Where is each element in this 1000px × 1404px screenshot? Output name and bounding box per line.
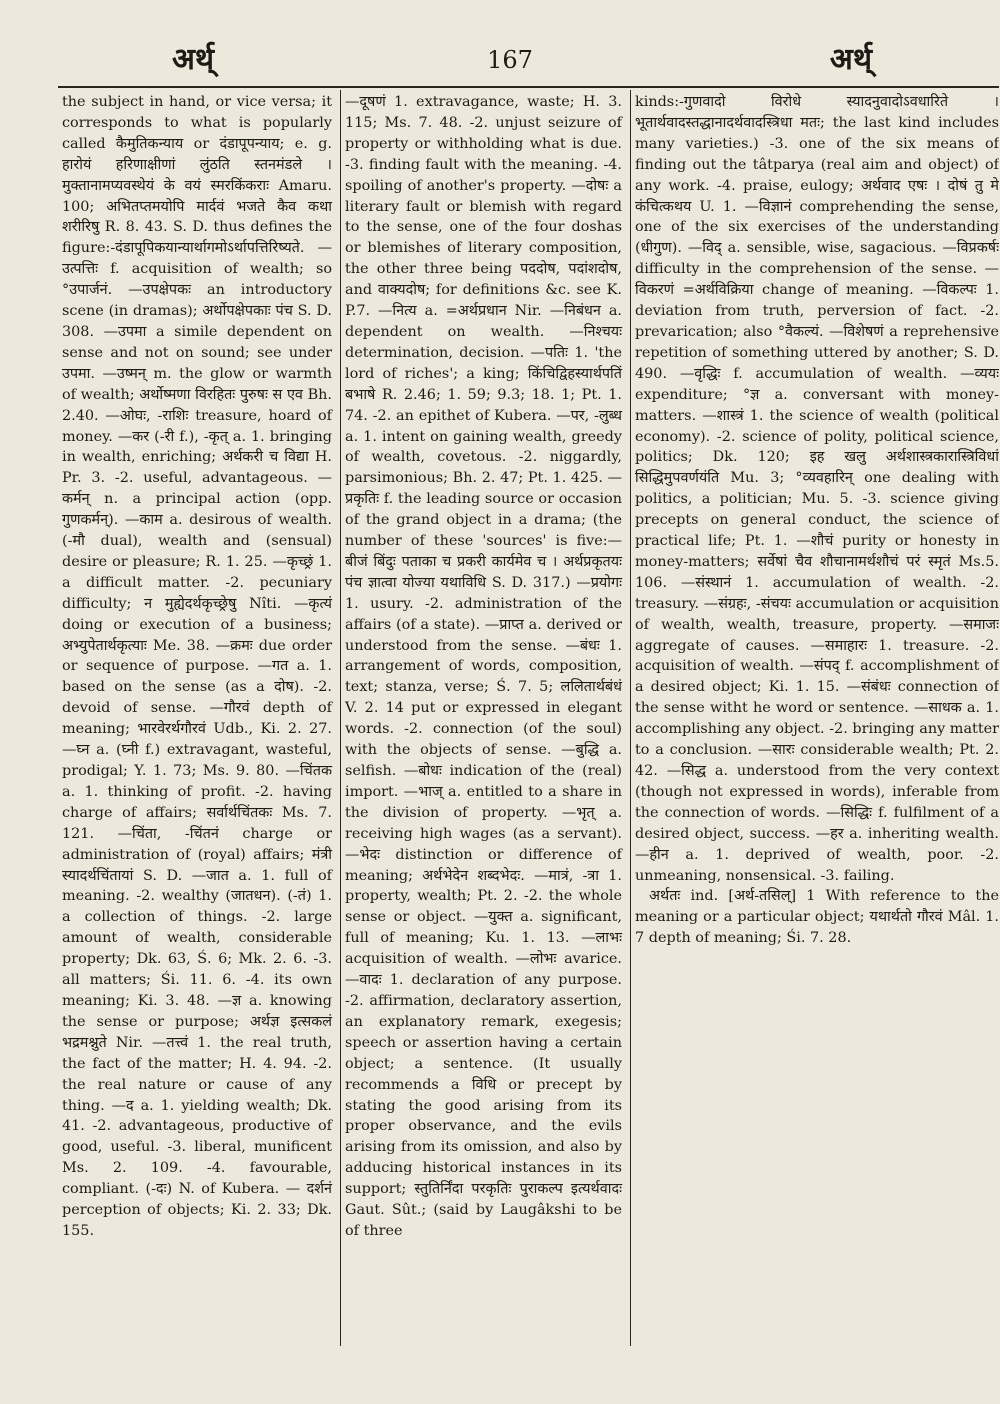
page-header xyxy=(60,40,960,92)
column-middle-text: —दूषणं 1. extravagance, waste; H. 3. 115; Ms. 7. 48. -2. unjust seizure of property or withholding what is due. -3. finding fault with the meaning. -4. spoiling of another's property. —दोषः a literary fault or blemish with regard to the sense, one of the four doshas or blemishes of literary composition, the other three being पददोष, पदांशदोष, and वाक्यदोष; for definitions &c. see K. P.7. —नित्य a. =अर्थप्रधान Nir. —निबंधन a. dependent on wealth. —निश्चयः determination, decision. —पतिः 1. 'the lord of riches'; a king; किंचिद्विहस्यार्थपतिं बभाषे R. 2.46; 1. 59; 9.3; 18. 1; Pt. 1. 74. -2. an epithet of Kubera. —पर, -लुब्ध a. 1. intent on gaining wealth, greedy of wealth, covetous. -2. niggardly, parsimonious; Bh. 2. 47; Pt. 1. 425. —प्रकृतिः f. the leading source or occasion of the grand object in a drama; (the number of these 'sources' is five:— बीजं बिंदुः पताका च प्रकरी कार्यमेव च । अर्थप्रकृतयः पंच ज्ञात्वा योज्या यथाविधि S. D. 317.) —प्रयोगः 1. usury. -2. administration of the affairs (of a state). —प्राप्त a. derived or understood from the sense. —बंधः 1. arrangement of words, composition, text; stanza, verse; Ś. 7. 5; ललितार्थबंधं V. 2. 14 put or expressed in elegant words. -2. connection (of the soul) with the objects of sense. —बुद्धि a. selfish. —बोधः indication of the (real) import. —भाज् a. entitled to a share in the division of property. —भृत् a. receiving high wages (as a servant). —भेदः distinction or difference of meaning; अर्थभेदेन शब्दभेदः. —मात्रं, -त्रा 1. property, wealth; Pt. 2. -2. the whole sense or object. —युक्त a. significant, full of meaning; Ku. 1. 13. —लाभः acquisition of wealth. —लोभः avarice. —वादः 1. declaration of any purpose. -2. affirmation, declaratory assertion, an explanatory remark, exegesis; speech or assertion having a certain object; a sentence. (It usually recommends a विधि or precept by stating the good arising from its proper observance, and the evils arising from its omission, and also by adducing historical instances in its support; स्तुतिर्निंदा परकृतिः पुराकल्प इत्यर्थवादः Gaut. Sût.; (said by Laugâkshi to be of three xyxy=(345,94,622,1239)
column-right-text: kinds:-गुणवादो विरोधे स्यादनुवादोऽवधारिते । भूतार्थवादस्तद्धानादर्थवादस्त्रिधा मतः; the last kind includes many varieties.) -3. one of the six means of finding out the tâtparya (real aim and object) of any work. -4. praise, eulogy; अर्थवाद एषः । दोषं तु मे कंचित्कथय U. 1. —विज्ञानं comprehending the sense, one of the six exercises of the understanding (धीगुण). —विद् a. sensible, wise, sagacious. —विप्रकर्षः difficulty in the comprehension of the sense. —विकरणं =अर्थविक्रिया change of meaning. —विकल्पः 1. deviation from truth, perversion of fact. -2. prevarication; also °वैकल्यं. —विशेषणं a reprehensive repetition of something uttered by another; S. D. 490. —वृद्धिः f. accumulation of wealth. —व्ययः expenditure; °ज्ञ a. conversant with money-matters. —शास्त्रं 1. the science of wealth (political economy). -2. science of polity, political science, politics; Dk. 120; इह खलु अर्थशास्त्रकारास्त्रिविधां सिद्धिमुपवर्णयंति Mu. 3; °व्यवहारिन् one dealing with politics, a politician; Mu. 5. -3. science giving precepts on general conduct, the science of practical life; Pt. 1. —शौचं purity or honesty in money-matters; सर्वेषां चैव शौचानामर्थशौचं परं स्मृतं Ms.5. 106. —संस्थानं 1. accumulation of wealth. -2. treasury. —संग्रहः, -संचयः accumulation or acquisition of wealth, wealth, treasure, property. —समाजः aggregate of causes. —समाहारः 1. treasure. -2. acquisition of wealth. —संपद् f. accomplishment of a desired object; Ki. 1. 15. —संबंधः connection of the sense witht he word or sentence. —साधक a. 1. accomplishing any object. -2. bringing any matter to a conclusion. —सारः considerable wealth; Pt. 2. 42. —सिद्ध a. understood from the very context (though not expressed in words), inferable from the connection of words. —सिद्धिः f. fulfilment of a desired object, success. —हर a. inheriting wealth. —हीन a. 1. deprived of wealth, poor. -2. unmeaning, nonsensical. -3. failing. xyxy=(635,94,999,884)
left-headword: अर्थ् xyxy=(172,42,215,77)
header-rule xyxy=(58,86,999,88)
column-left xyxy=(58,90,340,1346)
column-left-text: the subject in hand, or vice versa; it corresponds to what is popularly called कैमुतिकन्याय or दंडापूपन्याय; e. g. हारोयं हरिणाक्षीणां लुंठति स्तनमंडले । मुक्तानामप्यवस्थेयं के वयं स्मरकिंकराः Amaru. 100; अभितप्तमयोपि मार्दवं भजते कैव कथा शरीरिषु R. 8. 43. S. D. thus defines the figure:-दंडापूपिकयान्यार्थागमोऽर्थापत्तिरिष्यते. —उत्पत्तिः f. acquisition of wealth; so °उपार्जनं. —उपक्षेपकः an introductory scene (in dramas); अर्थोपक्षेपकाः पंच S. D. 308. —उपमा a simile dependent on sense and not on sound; see under उपमा. —उष्मन् m. the glow or warmth of wealth; अर्थोष्मणा विरहितः पुरुषः स एव Bh. 2.40. —ओघः, -राशिः treasure, hoard of money. —कर (-री f.), -कृत् a. 1. bringing in wealth, enriching; अर्थकरी च विद्या H. Pr. 3. -2. useful, advantageous. —कर्मन् n. a principal action (opp. गुणकर्मन्). —काम a. desirous of wealth. (-मौ dual), wealth and (sensual) desire or pleasure; R. 1. 25. —कृच्छ्रं 1. a difficult matter. -2. pecuniary difficulty; न मुह्येदर्थकृच्छ्रेषु Nîti. —कृत्यं doing or execution of a business; अभ्युपेतार्थकृत्याः Me. 38. —क्रमः due order or sequence of purpose. —गत a. 1. based on the sense (as a दोष). -2. devoid of sense. —गौरवं depth of meaning; भारवेरर्थगौरवं Udb., Ki. 2. 27. —घ्न a. (घ्नी f.) extravagant, wasteful, prodigal; Y. 1. 73; Ms. 9. 80. —चिंतक a. 1. thinking of profit. -2. having charge of affairs; सर्वार्थचिंतकः Ms. 7. 121. —चिंता, -चिंतनं charge or administration of (royal) affairs; मंत्री स्यादर्थचिंतायां S. D. —जात a. 1. full of meaning. -2. wealthy (जातधन). (-तं) 1. a collection of things. -2. large amount of wealth, considerable property; Dk. 63, Ś. 6; Mk. 2. 6. -3. all matters; Śi. 11. 6. -4. its own meaning; Ki. 3. 48. —ज्ञ a. knowing the sense or purpose; अर्थज्ञ इत्सकलं भद्रमश्नुते Nir. —तत्त्वं 1. the real truth, the fact of the matter; H. 4. 94. -2. the real nature or cause of any thing. —द a. 1. yielding wealth; Dk. 41. -2. advantageous, productive of good, useful. -3. liberal, munificent Ms. 2. 109. -4. favourable, compliant. (-दः) N. of Kubera. — दर्शनं perception of objects; Ki. 2. 33; Dk. 155. xyxy=(62,94,332,1239)
column-middle xyxy=(340,90,630,1346)
column-right xyxy=(630,90,999,1346)
right-headword: अर्थ् xyxy=(829,42,872,77)
text-columns xyxy=(58,90,999,1346)
page-number: 167 xyxy=(487,46,533,74)
entry-arthatah: अर्थतः ind. [अर्थ-तसिल्] 1 With reference to the meaning or a particular object; यथार्थतो गौरवं Mâl. 1. 7 depth of meaning; Śi. 7. 28. xyxy=(635,888,999,947)
